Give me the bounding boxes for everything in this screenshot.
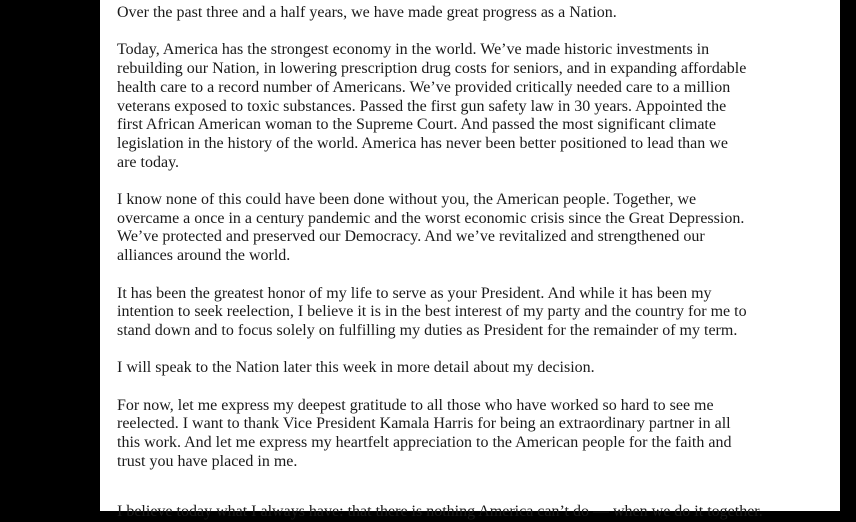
letter-paragraph: For now, let me express my deepest gratitude to all those who have worked so hard to see me reelected. I want to thank Vice President Kamala Harris for being an extraordinary partner in all this work. And let me express my heartfelt appreciation to the American people for the faith and trust you have placed in me. <box>117 396 732 470</box>
letter-paragraph: It has been the greatest honor of my life to serve as your President. And while it has been my intention to seek reelection, I believe it is in the best interest of my party and the country for me to stand down and to focus solely on fulfilling my duties as President for the remainder of my term. <box>117 284 747 339</box>
cut-off-text-line: I believe today what I always have: that there is nothing America can’t do — when we do it together. <box>117 503 763 520</box>
letter-paragraph: I will speak to the Nation later this week in more detail about my decision. <box>117 359 595 377</box>
letter-paragraph: Today, America has the strongest economy in the world. We’ve made historic investments in rebuilding our Nation, in lowering prescription drug costs for seniors, and in expanding affordable health care to a record number of Americans. We’ve provided critically needed care to a million veterans exposed to toxic substances. Passed the first gun safety law in 30 years. Appointed the first African American woman to the Supreme Court. And passed the most significant climate legislation in the history of the world. America has never been better positioned to lead than we are today. <box>117 41 747 171</box>
letter-body <box>117 4 747 490</box>
letter-paragraph: Over the past three and a half years, we have made great progress as a Nation. <box>117 4 617 21</box>
letter-paragraph: I know none of this could have been done without you, the American people. Together, we overcame a once in a century pandemic and the worst economic crisis since the Great Depression. We’ve protected and preserved our Democracy. And we’ve revitalized and strengthened our alliances around the world. <box>117 191 745 265</box>
letter-page <box>100 0 840 520</box>
